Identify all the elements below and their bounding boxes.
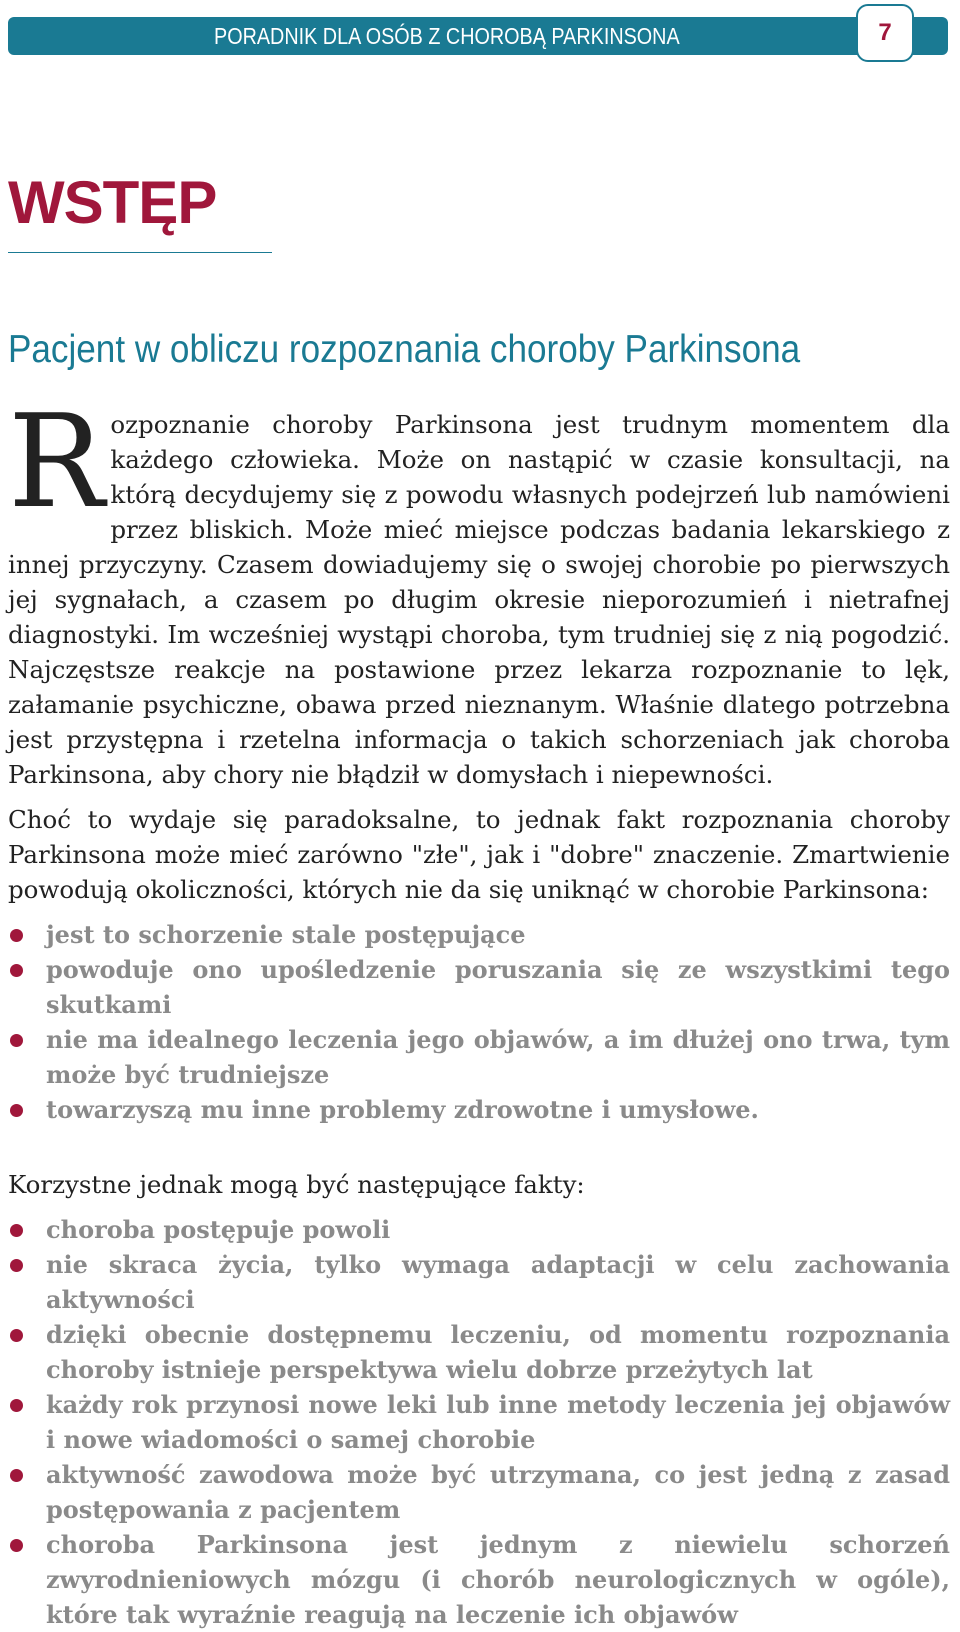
list-item: powoduje ono upośledzenie poruszania się ze wszystkimi tego skutkami [8,952,950,1022]
list-item: każdy rok przynosi nowe leki lub inne metody leczenia jej objawów i nowe wiadomości o samej chorobie [8,1387,950,1457]
chapter-title-underline [8,252,272,253]
list-item: choroba Parkinsona jest jednym z niewielu schorzeń zwyrodnieniowych mózgu (i chorób neurologicznych w ogóle), które tak wyraźnie reagują na leczenie ich objawów [8,1527,950,1632]
list-item: nie ma idealnego leczenia jego objawów, a im dłużej ono trwa, tym może być trudniejsze [8,1022,950,1092]
list-item: nie skraca życia, tylko wymaga adaptacji w celu zachowania aktywności [8,1247,950,1317]
paragraph-intro-text: ozpoznanie choroby Parkinsona jest trudnym momentem dla każdego człowieka. Może on nastąpić w czasie konsultacji, na którą decydujemy się z powodu własnych podejrzeń lub namówieni przez bliskich. Może mieć miejsce podczas badania lekarskiego z innej przyczyny. Czasem dowiadujemy się o swojej chorobie po pierwszych jej sygnałach, a czasem po długim okresie nieporozumień i nietrafnej diagnostyki. Im wcześniej wystąpi choroba, tym trudniej się z nią pogodzić. Najczęstsze reakcje na postawione przez lekarza rozpoznanie to lęk, załamanie psychiczne, obawa przed nieznanym. Właśnie dlatego potrzebna jest przystępna i rzetelna informacja o takich schorzeniach jak choroba Parkinsona, aby chory nie błądził w domysłach i niepewności. [8,410,950,789]
paragraph-positives-intro: Korzystne jednak mogą być następujące fakty: [8,1170,585,1199]
negatives-list [8,917,950,1127]
running-header-title: PORADNIK DLA OSÓB Z CHOROBĄ PARKINSONA [214,23,680,49]
paragraph-paradox: Choć to wydaje się paradoksalne, to jednak fakt rozpoznania choroby Parkinsona może mieć zarówno "złe", jak i "dobre" znaczenie. Zmartwienie powodują okoliczności, których nie da się uniknąć w chorobie Parkinsona: [8,805,950,904]
page-number-badge: 7 [856,4,914,62]
section-title: Pacjent w obliczu rozpoznania choroby Parkinsona [8,328,801,371]
list-item: jest to schorzenie stale postępujące [8,917,950,952]
chapter-title: WSTĘP [8,169,217,236]
paragraph-intro [8,388,950,792]
list-item: dzięki obecnie dostępnemu leczeniu, od momentu rozpoznania choroby istnieje perspektywa wielu dobrze przeżytych lat [8,1317,950,1387]
list-item: aktywność zawodowa może być utrzymana, co jest jedną z zasad postępowania z pacjentem [8,1457,950,1527]
list-item: towarzyszą mu inne problemy zdrowotne i umysłowe. [8,1092,950,1127]
positives-list [8,1212,950,1632]
drop-cap: R [8,388,105,537]
article-body [8,388,950,1632]
list-item: choroba postępuje powoli [8,1212,950,1247]
